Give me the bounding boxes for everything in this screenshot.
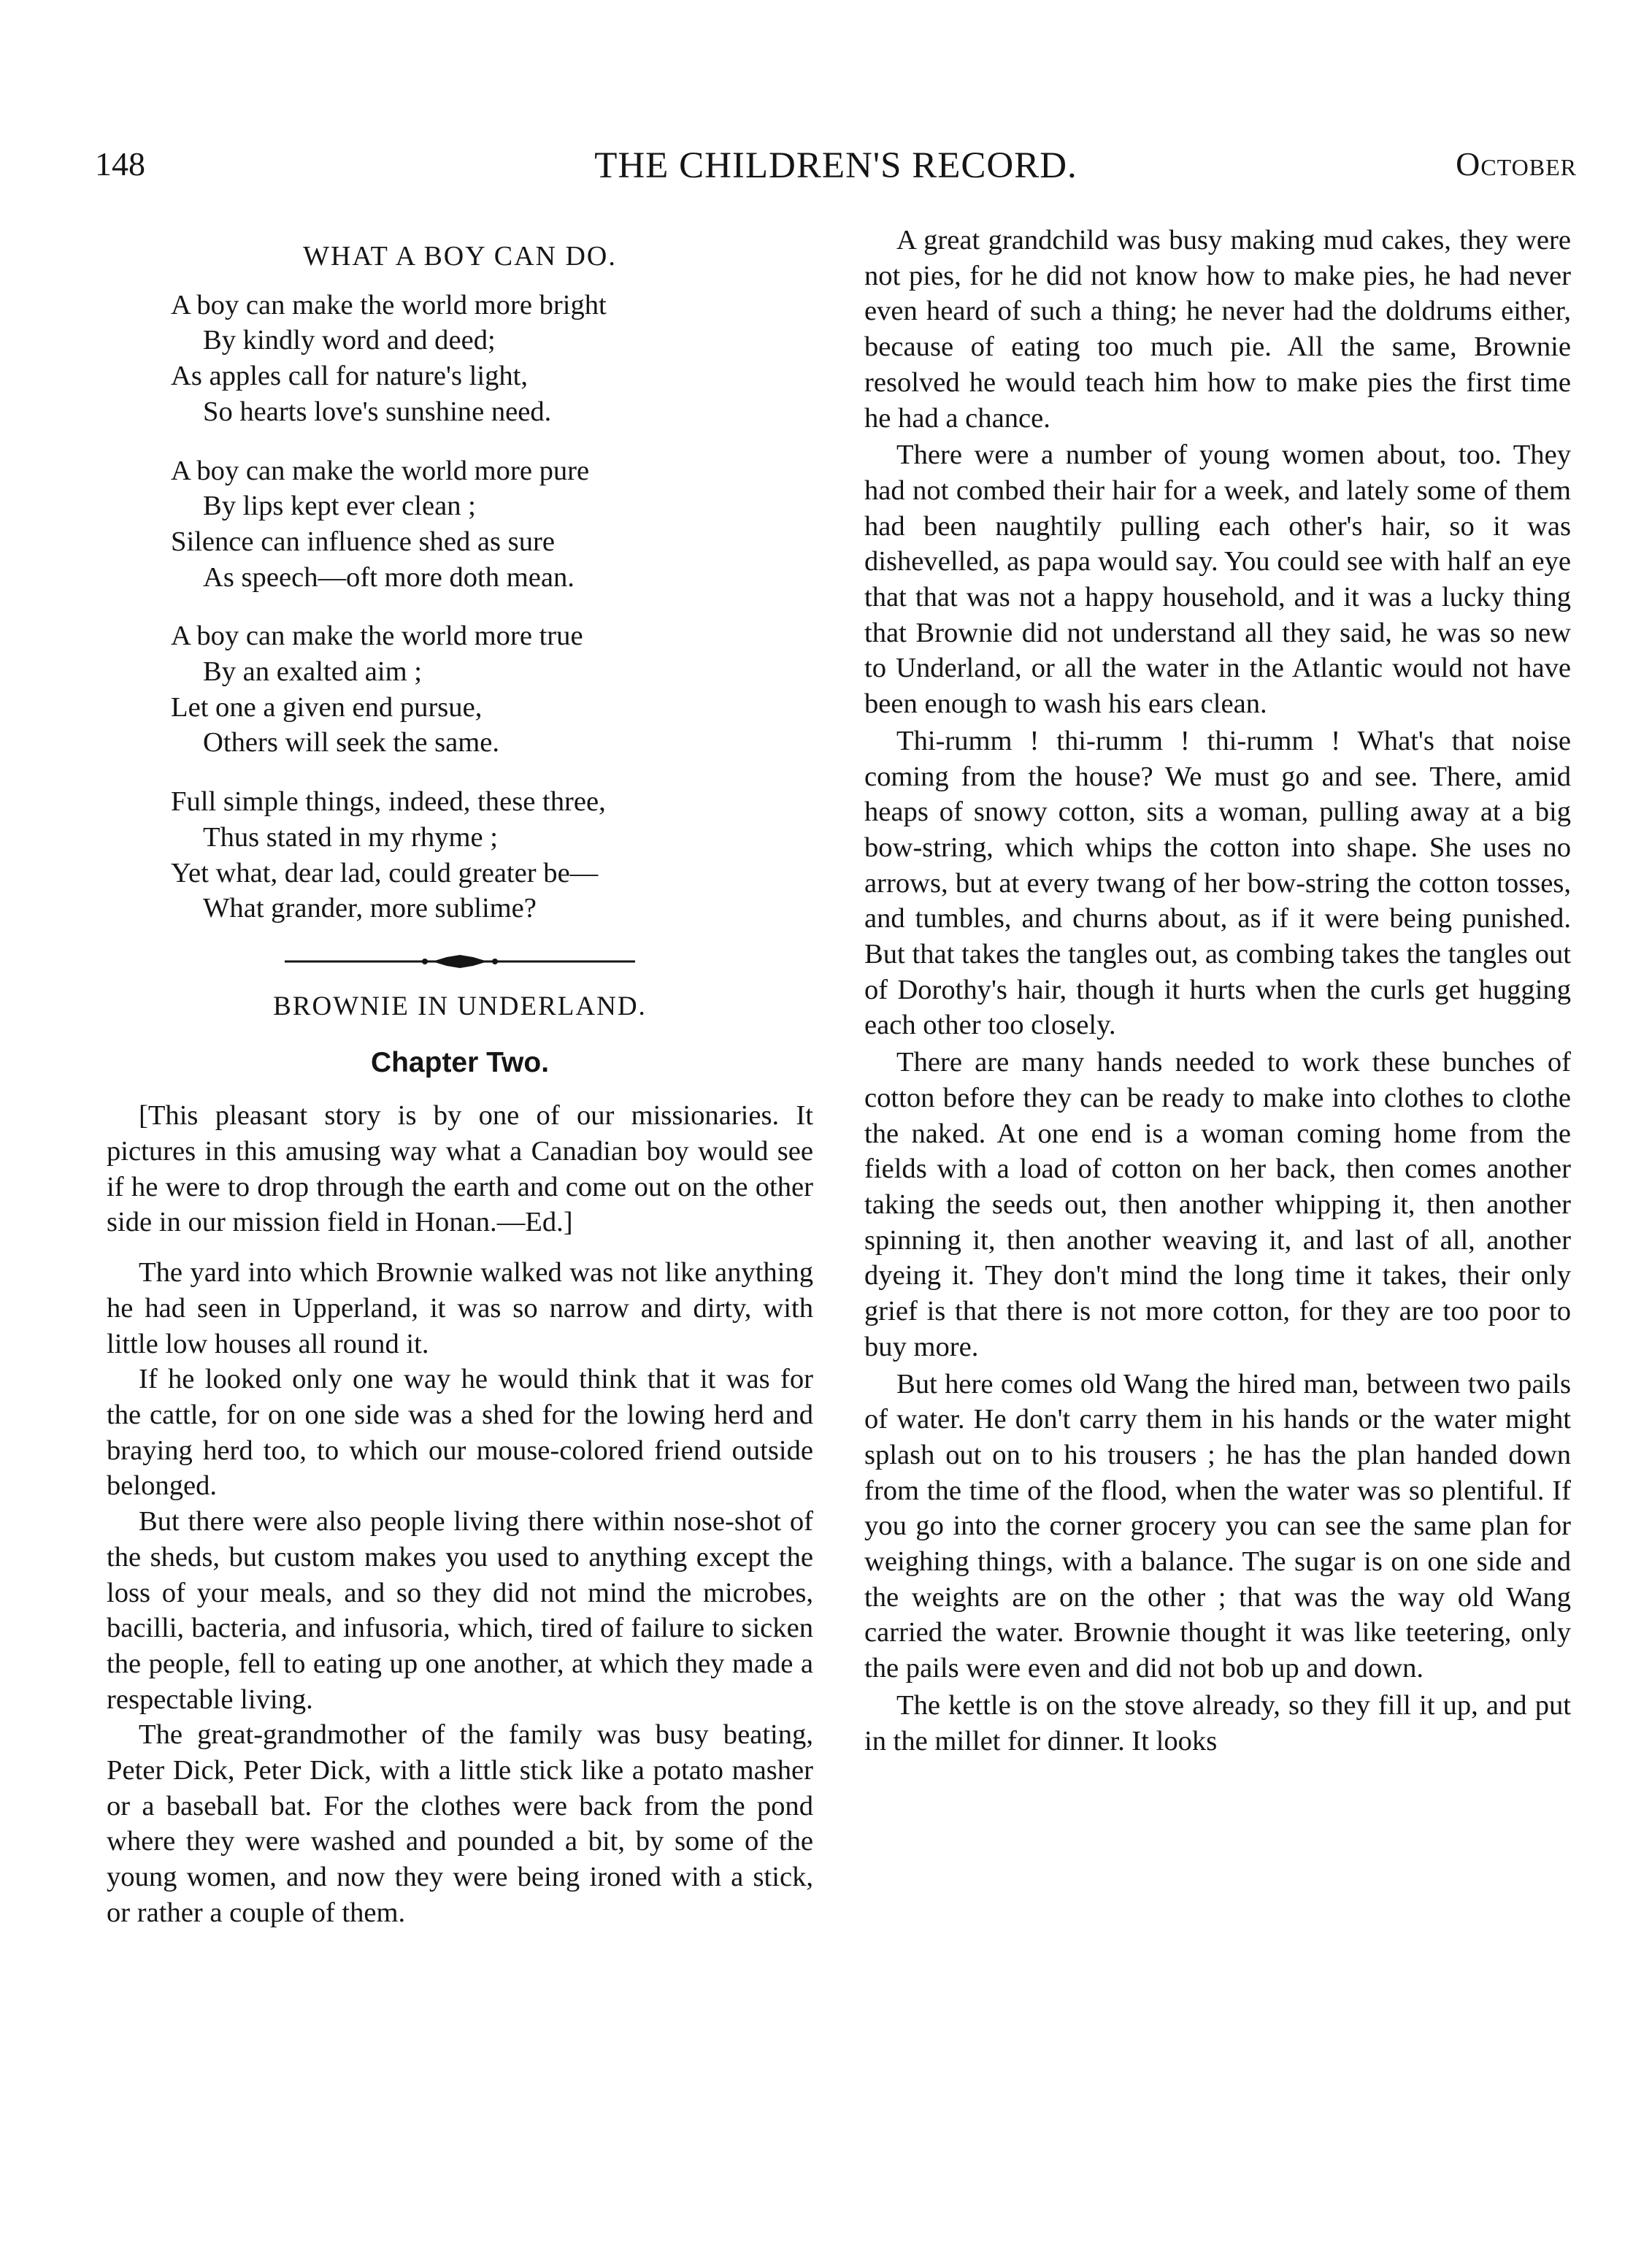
- poem-line: As speech—oft more doth mean.: [203, 561, 575, 593]
- story-paragraph: But here comes old Wang the hired man, between two pails of water. He don't carry them in his hands or the water might splash out on to his trousers ; he has the plan handed down from the time of the flood, when the water was so plentiful. If you go into the corner grocery you can see the same plan for weighing things, with a balance. The sugar is on one side and the weights are on the other ; that was the way old Wang carried the water. Brownie thought it was like teetering, only the pails were even and did not bob up and down.: [864, 1368, 1571, 1684]
- chapter-heading: Chapter Two.: [370, 1046, 550, 1078]
- page-header: [95, 145, 1577, 196]
- poem-line: So hearts love's sunshine need.: [203, 396, 552, 427]
- story-paragraph: But there were also people living there within nose-shot of the sheds, but custom makes you used to anything except the loss of your meals, and so they did not mind the microbes, bacilli, bacteria, and infusoria, which, tired of failure to sicken the people, fell to eating up one another, at which they made a respectable living.: [107, 1506, 813, 1715]
- poem-line: A boy can make the world more pure: [171, 455, 590, 486]
- right-column: [864, 223, 1571, 1759]
- poem-line: A boy can make the world more bright: [171, 289, 607, 320]
- publication-title: THE CHILDREN'S RECORD.: [594, 145, 1077, 186]
- poem-line: Thus stated in my rhyme ;: [203, 821, 498, 853]
- poem-line: As apples call for nature's light,: [171, 361, 529, 392]
- story-title: BROWNIE IN UNDERLAND.: [273, 991, 647, 1021]
- left-column: [107, 223, 813, 1931]
- poem-line: Yet what, dear lad, could greater be—: [171, 857, 599, 888]
- poem-stanza: [171, 288, 813, 430]
- poem-stanza: [171, 784, 813, 926]
- story-paragraph: There are many hands needed to work these bunches of cotton before they can be ready to make into clothes to clothe the naked. At one end is a woman coming home from the fields with a load of cotton on her back, then comes another taking the seeds out, then another whipping it, then another spinning it, then another weaving it, and last of all, another dyeing it. They don't mind the long time it takes, their only grief is that there is not more cotton, for they are too poor to buy more.: [864, 1047, 1571, 1362]
- poem-line: Let one a given end pursue,: [171, 691, 483, 723]
- poem-line: A boy can make the world more true: [171, 621, 583, 652]
- poem-line: By an exalted aim ;: [203, 656, 422, 688]
- page-number: 148: [95, 145, 145, 183]
- issue-month: October: [1456, 145, 1577, 183]
- poem-line: Others will seek the same.: [203, 727, 500, 759]
- editor-note: [This pleasant story is by one of our missionaries. It pictures in this amusing way what a Canadian boy would see if he were to drop through the earth and come out on the other side in our mission field in Honan.—Ed.]: [107, 1100, 813, 1238]
- ornamental-divider: [263, 953, 657, 970]
- poem-line: Silence can influence shed as sure: [171, 526, 555, 557]
- story-paragraph: There were a number of young women about, too. They had not combed their hair for a week, and lately some of them had been naughtily pulling each other's hair, so it was dishevelled, as papa would say. You could see with half an eye that that was not a happy household, and it was a lucky thing that Brownie did not understand all they said, he was so new to Underland, or all the water in the Atlantic would not have been enough to wash his ears clean.: [864, 439, 1571, 720]
- poem-line: By lips kept ever clean ;: [203, 491, 476, 522]
- story-paragraph: If he looked only one way he would think that it was for the cattle, for on one side was a shed for the lowing herd and braying herd too, to which our mouse-colored friend outside belonged.: [107, 1364, 813, 1502]
- story-paragraph: A great grandchild was busy making mud cakes, they were not pies, for he did not know how to make pies, he had never even heard of such a thing; he never had the doldrums either, because of eating too much pie. All the same, Brownie resolved he would teach him how to make pies the first time he had a chance.: [864, 225, 1571, 434]
- story-paragraph: Thi-rumm ! thi-rumm ! thi-rumm ! What's that noise coming from the house? We must go and see. There, amid heaps of snowy cotton, sits a woman, pulling away at a big bow-string, which whips the cotton into shape. She uses no arrows, but at every twang of her bow-string the cotton tosses, and tumbles, and churns about, as if it were being punished. But that takes the tangles out, as combing takes the tangles out of Dorothy's hair, though it hurts when the curls get hugging each other too closely.: [864, 725, 1571, 1041]
- poem-title: WHAT A BOY CAN DO.: [303, 241, 617, 272]
- story-paragraph: The great-grandmother of the family was busy beating, Peter Dick, Peter Dick, with a little stick like a potato masher or a baseball bat. For the clothes were back from the pond where they were washed and pounded a bit, by some of the young women, and now they were being ironed with a stick, or rather a couple of them.: [107, 1719, 813, 1928]
- poem-stanza: [171, 453, 813, 596]
- poem-line: What grander, more sublime?: [203, 893, 537, 924]
- poem-line: Full simple things, indeed, these three,: [171, 786, 606, 818]
- poem-line: By kindly word and deed;: [203, 325, 496, 356]
- poem-stanza: [171, 618, 813, 761]
- story-paragraph: The kettle is on the stove already, so they fill it up, and put in the millet for dinner. It looks: [864, 1689, 1571, 1757]
- story-paragraph: The yard into which Brownie walked was not like anything he had seen in Upperland, it was so narrow and dirty, with little low houses all round it.: [107, 1257, 813, 1359]
